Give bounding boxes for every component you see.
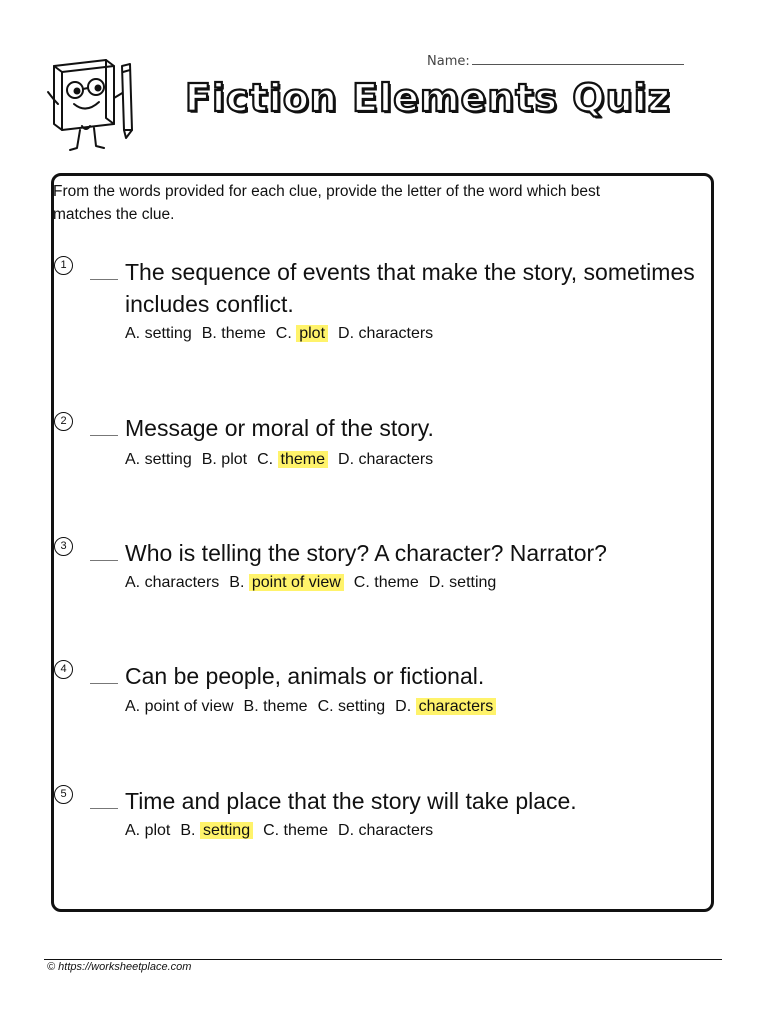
answer-options (125, 323, 443, 345)
highlighted-answer-word: plot (296, 325, 328, 342)
answer-option (202, 451, 247, 468)
answer-option (125, 574, 219, 591)
answer-options (125, 449, 443, 471)
option-word: setting (449, 574, 497, 591)
answer-option (338, 451, 433, 468)
instructions-text: From the words provided for each clue, provide the letter of the word which best matches the clue. (53, 183, 601, 223)
highlighted-answer-word: setting (200, 822, 253, 839)
answer-options (125, 696, 506, 718)
option-letter: B. (243, 698, 259, 715)
answer-option (180, 822, 253, 839)
question-text: Can be people, animals or fictional. (125, 663, 485, 689)
highlighted-answer-word: point of view (249, 574, 344, 591)
option-word: point of view (144, 698, 234, 715)
option-letter: A. (125, 574, 141, 591)
option-letter: C. (275, 325, 292, 342)
answer-option (125, 451, 192, 468)
option-letter: B. (201, 451, 217, 468)
option-letter: D. (338, 325, 355, 342)
question-number: 1 (54, 256, 73, 275)
answer-option (229, 574, 344, 591)
answer-blank[interactable] (90, 808, 118, 809)
answer-blank[interactable] (90, 560, 118, 561)
answer-option (125, 698, 234, 715)
answer-option (354, 574, 419, 591)
question-number: 4 (54, 660, 73, 679)
answer-option (263, 822, 328, 839)
option-letter: D. (428, 574, 445, 591)
answer-option (202, 325, 266, 342)
option-letter: C. (353, 574, 370, 591)
answer-option (338, 325, 433, 342)
question-text: Time and place that the story will take place. (125, 788, 577, 814)
name-field (427, 54, 684, 69)
option-word: characters (358, 822, 434, 839)
option-word: plot (144, 822, 171, 839)
question-text: The sequence of events that make the story, sometimes includes conflict. (125, 259, 695, 317)
answer-blank[interactable] (90, 279, 118, 280)
answer-option (257, 451, 328, 468)
option-letter: A. (125, 451, 141, 468)
option-letter: D. (395, 698, 412, 715)
option-word: setting (144, 325, 192, 342)
answer-option (395, 698, 496, 715)
option-word: theme (283, 822, 329, 839)
question-text: Who is telling the story? A character? Narrator? (125, 540, 607, 566)
option-letter: A. (125, 698, 141, 715)
question-number: 5 (54, 785, 73, 804)
answer-option (276, 325, 328, 342)
option-word: theme (263, 698, 308, 715)
option-word: plot (221, 451, 248, 468)
option-word: characters (358, 325, 434, 342)
answer-blank[interactable] (90, 683, 118, 684)
option-letter: B. (201, 325, 217, 342)
answer-option (244, 698, 308, 715)
book-mascot-illustration (44, 52, 136, 158)
option-letter: B. (229, 574, 245, 591)
page-title: Fiction Elements Quiz (185, 76, 671, 120)
option-letter: D. (338, 822, 355, 839)
option-word: characters (144, 574, 220, 591)
answer-option (125, 325, 192, 342)
option-letter: C. (263, 822, 280, 839)
option-letter: A. (125, 822, 141, 839)
answer-options (125, 820, 443, 842)
name-label: Name: (427, 54, 470, 69)
answer-option (429, 574, 497, 591)
option-word: setting (144, 451, 192, 468)
answer-option (318, 698, 386, 715)
option-letter: C. (317, 698, 334, 715)
option-letter: D. (338, 451, 355, 468)
option-word: setting (338, 698, 386, 715)
option-word: theme (374, 574, 419, 591)
answer-options (125, 572, 506, 594)
question-number: 3 (54, 537, 73, 556)
option-letter: B. (180, 822, 196, 839)
answer-blank[interactable] (90, 435, 118, 436)
option-word: theme (221, 325, 266, 342)
option-word: characters (358, 451, 434, 468)
answer-option (338, 822, 433, 839)
name-blank-line[interactable] (472, 54, 684, 65)
highlighted-answer-word: theme (278, 451, 328, 468)
answer-option (125, 822, 170, 839)
question-text: Message or moral of the story. (125, 415, 434, 441)
question-number: 2 (54, 412, 73, 431)
footer-copyright: © https://worksheetplace.com (47, 961, 192, 973)
option-letter: C. (257, 451, 274, 468)
highlighted-answer-word: characters (416, 698, 497, 715)
footer-divider (44, 959, 722, 960)
option-letter: A. (125, 325, 141, 342)
